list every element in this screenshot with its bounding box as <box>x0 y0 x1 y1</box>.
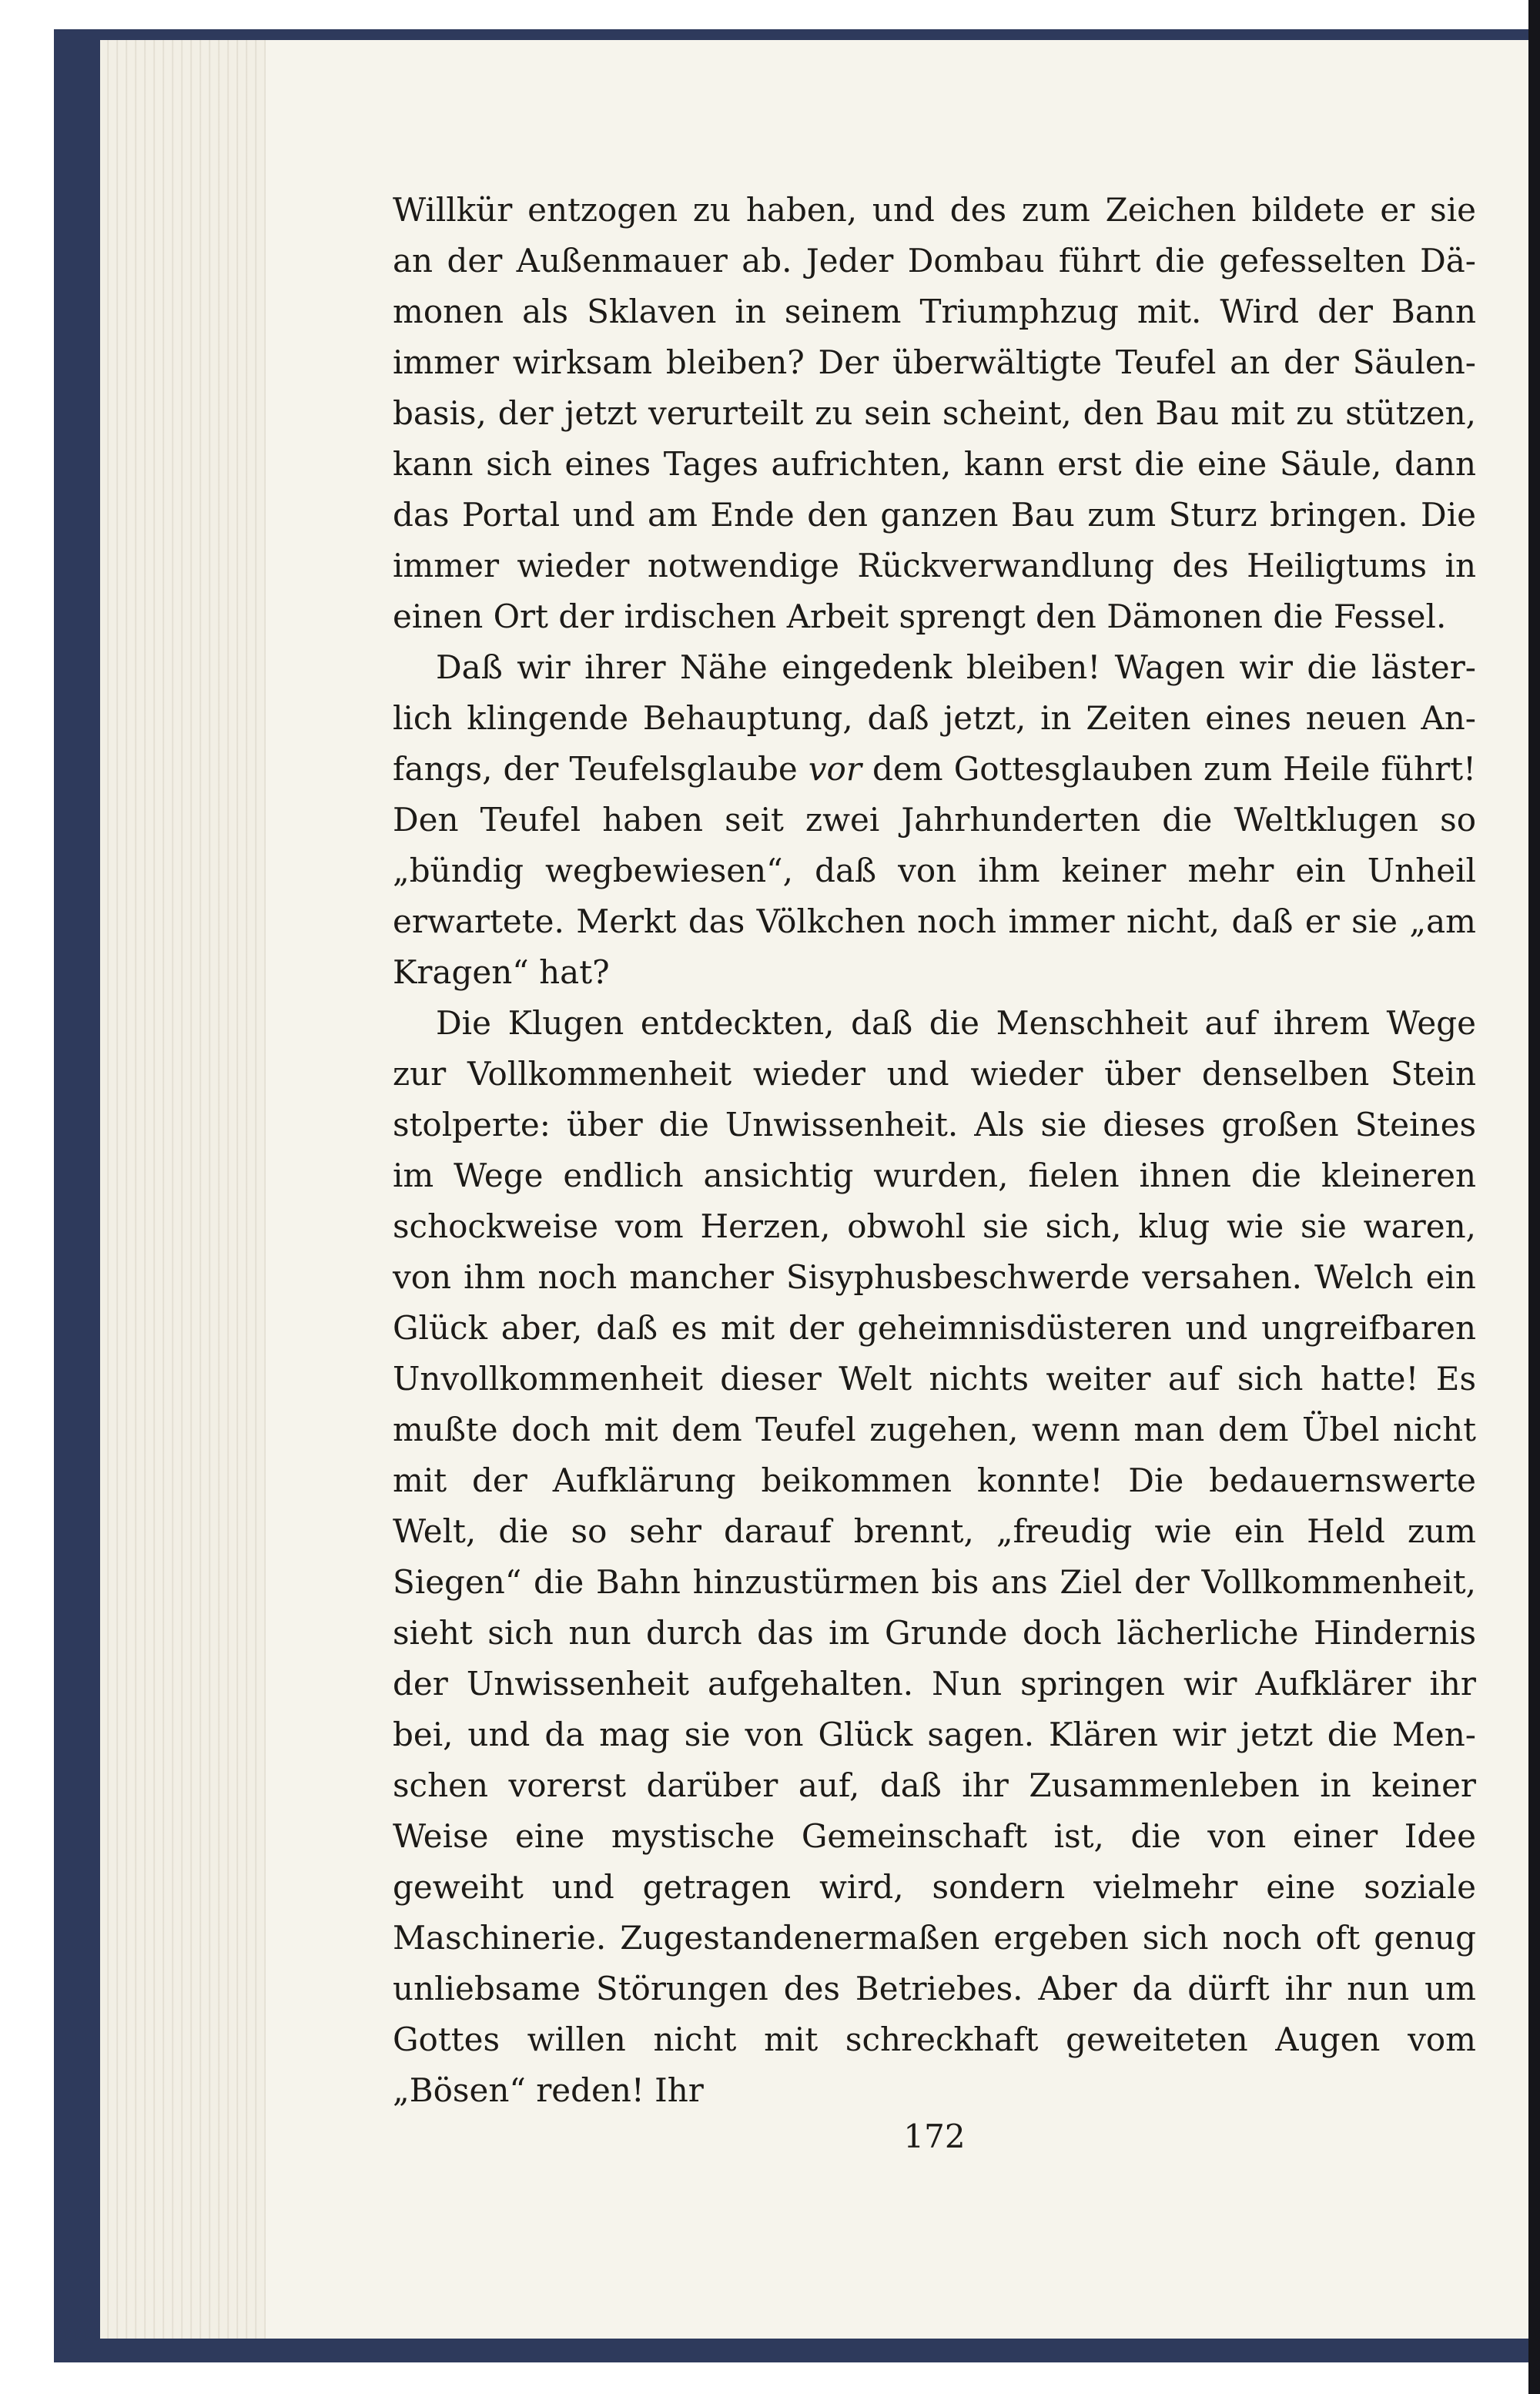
paragraph-2-after: dem Gottesglauben zum Heile führt! Den Teufel haben seit zwei Jahrhunderten die Weltklugen so „bündig wegbewiesen“, daß von ihm keiner mehr ein Unheil erwartete. Merkt das Völkchen noch immer nicht, daß er sie „am Kragen“ hat? <box>393 750 1476 991</box>
page-number: 172 <box>903 2118 966 2155</box>
paragraph-2-emphasis: vor <box>808 750 862 788</box>
paragraph-3: Die Klugen entdeckten, daß die Menschheit auf ihrem Wege zur Vollkommenheit wieder und wieder über denselben Stein stolperte: über die Unwissenheit. Als sie dieses großen Steines im Wege endlich ansichtig wurden, fielen ihnen die kleineren schockweise vom Herzen, obwohl sie sich, klug wie sie waren, von ihm noch mancher Sisyphusbeschwerde versahen. Welch ein Glück aber, daß es mit der geheimnisdüsteren und ungreifbaren Unvollkommenheit dieser Welt nichts weiter auf sich hatte! Es mußte doch mit dem Teufel zugehen, wenn man dem Übel nicht mit der Aufklärung beikommen konnte! Die bedauernswerte Welt, die so sehr darauf brennt, „freudig wie ein Held zum Siegen“ die Bahn hinzustürmen bis ans Ziel der Vollkommenheit, sieht sich nun durch das im Grunde doch lächerliche Hindernis der Unwissenheit aufgehalten. Nun springen wir Aufklärer ihr bei, und da mag sie von Glück sagen. Klären wir jetzt die Menschen vorerst darüber auf, daß ihr Zusammenleben in keiner Weise eine mystische Gemeinschaft ist, die von einer Idee geweiht und getragen wird, sondern vielmehr eine soziale Maschinerie. Zugestandenermaßen ergeben sich noch oft genug unliebsame Störungen des Betriebes. Aber da dürft ihr nun um Gottes willen nicht mit schreckhaft geweiteten Augen vom „Bösen“ reden! Ihr <box>393 1004 1476 2109</box>
paragraph-2-before: Daß wir ihrer Nähe eingedenk bleiben! Wagen wir die lästerlich klingende Behauptung, daß jetzt, in Zeiten eines neuen Anfangs, der Teufelsglaube <box>393 648 1476 788</box>
right-edge-shadow <box>1528 0 1540 2394</box>
body-text <box>393 185 1476 2116</box>
paragraph-2 <box>393 642 1476 998</box>
paragraph-1: Willkür entzogen zu haben, und des zum Zeichen bildete er sie an der Außenmauer ab. Jeder Dombau führt die gefesselten Dämonen als Sklaven in seinem Triumphzug mit. Wird der Bann immer wirksam bleiben? Der überwältigte Teufel an der Säulenbasis, der jetzt verurteilt zu sein scheint, den Bau mit zu stützen, kann sich eines Tages aufrichten, kann erst die eine Säule, dann das Portal und am Ende den ganzen Bau zum Sturz bringen. Die immer wieder notwendige Rückverwandlung des Heiligtums in einen Ort der irdischen Arbeit sprengt den Dämonen die Fessel. <box>393 191 1476 635</box>
page-edges <box>100 40 277 2339</box>
